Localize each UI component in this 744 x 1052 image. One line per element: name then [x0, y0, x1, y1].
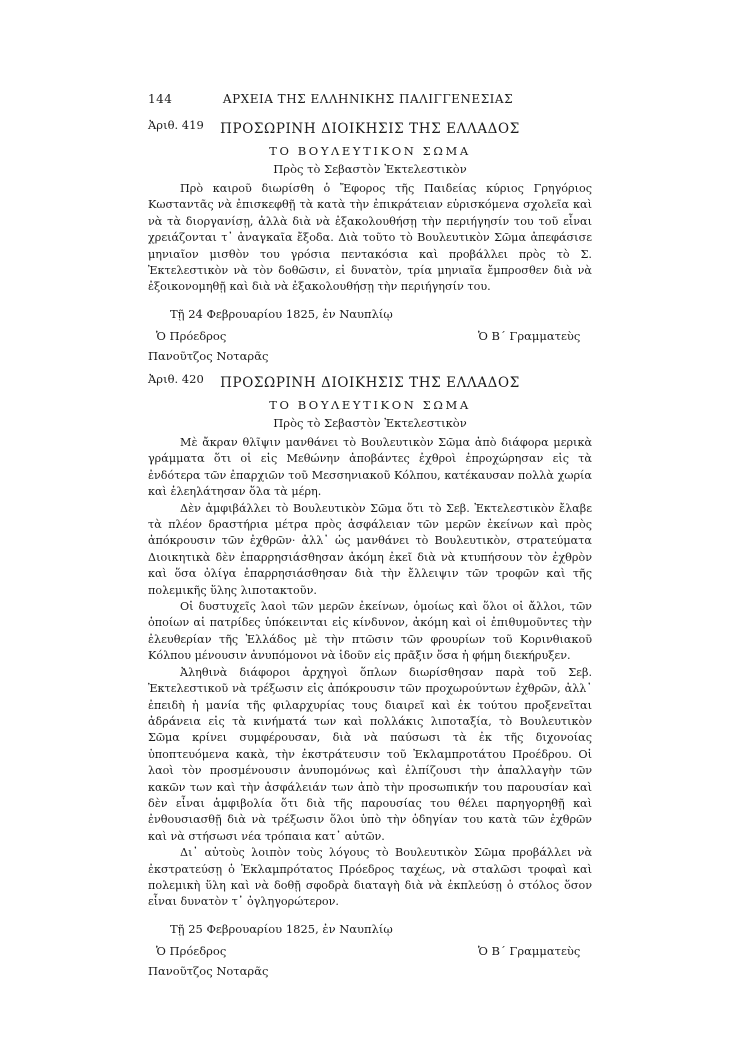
- document-number: Ἀριθ. 420: [148, 372, 204, 386]
- document-date: Τῇ 24 Φεβρουαρίου 1825, ἐν Ναυπλίῳ: [170, 306, 393, 321]
- signature-president-title: Ὁ Πρόεδρος: [156, 328, 227, 343]
- paragraph: Δι᾽ αὐτοὺς λοιπὸν τοὺς λόγους τὸ Βουλευτικὸν Σῶμα προβάλλει νὰ ἐκστρατεύσῃ ὁ Ἐκλαμπρότατος Πρόεδρος ταχέως, νὰ σταλῶσι τροφαὶ καὶ πολεμικὴ ὕλη καὶ νὰ δοθῇ σφοδρὰ διαταγὴ διὰ νὰ ἐκπλεύσῃ ὁ στόλος ὅσον εἶναι δυνατὸν τ᾽ ὀγληγορώτερον.: [148, 846, 592, 909]
- document-heading: ΠΡΟΣΩΡΙΝΗ ΔΙΟΙΚΗΣΙΣ ΤΗΣ ΕΛΛΑΔΟΣ: [220, 375, 520, 391]
- document-number: Ἀριθ. 419: [148, 118, 204, 132]
- running-title: ΑΡΧΕΙΑ ΤΗΣ ΕΛΛΗΝΙΚΗΣ ΠΑΛΙΓΓΕΝΕΣΙΑΣ: [222, 92, 514, 106]
- document-419: [148, 117, 592, 366]
- signature-secretary-title: Ὁ Β΄ Γραμματεὺς: [478, 328, 581, 343]
- paragraph: Ἀληθινὰ διάφοροι ἀρχηγοὶ ὅπλων διωρίσθησαν παρὰ τοῦ Σεβ. Ἐκτελεστικοῦ νὰ τρέξωσιν εἰς ἀπόκρουσιν τῶν προχωρούντων ἐχθρῶν, ἀλλ᾽ ἐπειδὴ ἡ μανία τῆς φιλαρχυρίας τους διαιρεῖ καὶ ἐκ τούτου προξενεῖται ἀδράνεια εἰς τὰ κινήματά των καὶ πολλάκις λιποταξία, τὸ Βουλευτικὸν Σῶμα κρίνει συμφέρουσαν, διὰ νὰ παύσωσι τὰ ἐκ τῆς διχονοίας ὑποπτευόμενα κακὰ, τὴν ἐκστράτευσιν τοῦ Ἐκλαμπροτάτου Προέδρου. Οἱ λαοὶ τὸν προσμένουσιν ἀνυπομόνως καὶ ἐλπίζουσι τὴν ἀπαλλαγὴν τῶν κακῶν των καὶ τὴν ἀσφάλειάν των ἀπὸ τὴν προσωπικήν του παρουσίαν καὶ δὲν εἶναι ἀμφιβολία ὅτι διὰ τῆς παρουσίας του θέλει παρηγορηθῇ καὶ ἐνθουσιασθῇ διὰ νὰ τρέξωσιν ὅλοι ὑπὸ τὴν ὁδηγίαν του κατὰ τῶν ἐχθρῶν καὶ νὰ στήσωσι νέα τρόπαια κατ᾽ αὐτῶν.: [148, 665, 592, 843]
- document-subheading: ΤΟ ΒΟΥΛΕΥΤΙΚΟΝ ΣΩΜΑ: [269, 144, 471, 158]
- document-date: Τῇ 25 Φεβρουαρίου 1825, ἐν Ναυπλίῳ: [170, 921, 393, 936]
- document-subheading: ΤΟ ΒΟΥΛΕΥΤΙΚΟΝ ΣΩΜΑ: [269, 398, 471, 412]
- document-heading: ΠΡΟΣΩΡΙΝΗ ΔΙΟΙΚΗΣΙΣ ΤΗΣ ΕΛΛΑΔΟΣ: [220, 121, 520, 137]
- signature-row: [148, 943, 592, 963]
- signature-row: [148, 328, 592, 348]
- page-number: 144: [148, 92, 173, 106]
- signature-secretary-title: Ὁ Β΄ Γραμματεὺς: [478, 943, 581, 958]
- document-addressee: Πρὸς τὸ Σεβαστὸν Ἐκτελεστικὸν: [273, 162, 467, 176]
- document-420: [148, 371, 592, 981]
- paragraph: Μὲ ἄκραν θλῖψιν μανθάνει τὸ Βουλευτικὸν Σῶμα ἀπὸ διάφορα μερικὰ γράμματα ὅτι οἱ εἰς Μεθώνην ἀποβάντες ἐχθροὶ ἐπροχώρησαν εἰς τὰ ἐνδότερα τῶν ἐπαρχιῶν τοῦ Μεσσηνιακοῦ Κόλπου, κατέκαυσαν πολλὰ χωρία καὶ ἐλεηλάτησαν ὅλα τὰ μέρη.: [148, 436, 592, 499]
- signer-name: Πανοῦτζος Νοταρᾶς: [148, 348, 269, 363]
- paragraph: Πρὸ καιροῦ διωρίσθη ὁ Ἔφορος τῆς Παιδείας κύριος Γρηγόριος Κωσταντᾶς νὰ ἐπισκεφθῇ τὰ κατὰ τὴν ἐπικράτειαν εὑρισκόμενα σχολεῖα καὶ νὰ τὰ διοργανίσῃ, ἀλλὰ διὰ νὰ ἐξακολουθήσῃ τὴν περιήγησίν του τοῦ εἶναι χρειάζονται τ᾽ ἀναγκαῖα ἔξοδα. Διὰ τοῦτο τὸ Βουλευτικὸν Σῶμα ἀπεφάσισε μηνιαῖον μισθὸν του γρόσια πεντακόσια καὶ προβάλλει πρὸς τὸ Σ. Ἐκτελεστικὸν νὰ τὸν δοθῶσιν, εἰ δυνατὸν, τρία μηνιαῖα ἔμπροσθεν διὰ νὰ ἐξοικονομηθῇ καὶ διὰ νὰ ἐξακολουθήσῃ τὴν περιήγησίν του.: [148, 182, 592, 294]
- paragraph: Οἱ δυστυχεῖς λαοὶ τῶν μερῶν ἐκείνων, ὁμοίως καὶ ὅλοι οἱ ἄλλοι, τῶν ὁποίων αἱ πατρίδες ὑπόκεινται εἰς κίνδυνον, ἀκόμη καὶ οἱ ἐπιθυμοῦντες τὴν ἐλευθερίαν τῆς Ἑλλάδος μὲ τὴν πτῶσιν τῶν φρουρίων τοῦ Κορινθιακοῦ Κόλπου μένουσιν ἀνυπόμονοι νὰ ἰδοῦν εἰς πρᾶξιν ὅσα ἡ φήμη διεκήρυξεν.: [148, 600, 592, 663]
- signature-president-title: Ὁ Πρόεδρος: [156, 943, 227, 958]
- document-addressee: Πρὸς τὸ Σεβαστὸν Ἐκτελεστικὸν: [273, 416, 467, 430]
- paragraph: Δὲν ἀμφιβάλλει τὸ Βουλευτικὸν Σῶμα ὅτι τὸ Σεβ. Ἐκτελεστικὸν ἔλαβε τὰ πλέον δραστήρια μέτρα πρὸς ἀσφάλειαν τῶν μερῶν ἐκείνων καὶ πρὸς ἀπόκρουσιν τῶν ἐχθρῶν· ἀλλ᾽ ὡς μανθάνει τὸ Βουλευτικὸν, στρατεύματα Διοικητικὰ δὲν ἐπαρρησιάσθησαν ἀκόμη ἐκεῖ διὰ νὰ κτυπήσουν τὸν ἐχθρὸν καὶ ὅσα ὀλίγα ἐπαρρησιάσθησαν διὰ τὴν ἔλλειψιν τῶν τροφῶν καὶ τῆς πολεμικῆς ὕλης λιποτακτοῦν.: [148, 501, 592, 597]
- signer-name: Πανοῦτζος Νοταρᾶς: [148, 963, 269, 978]
